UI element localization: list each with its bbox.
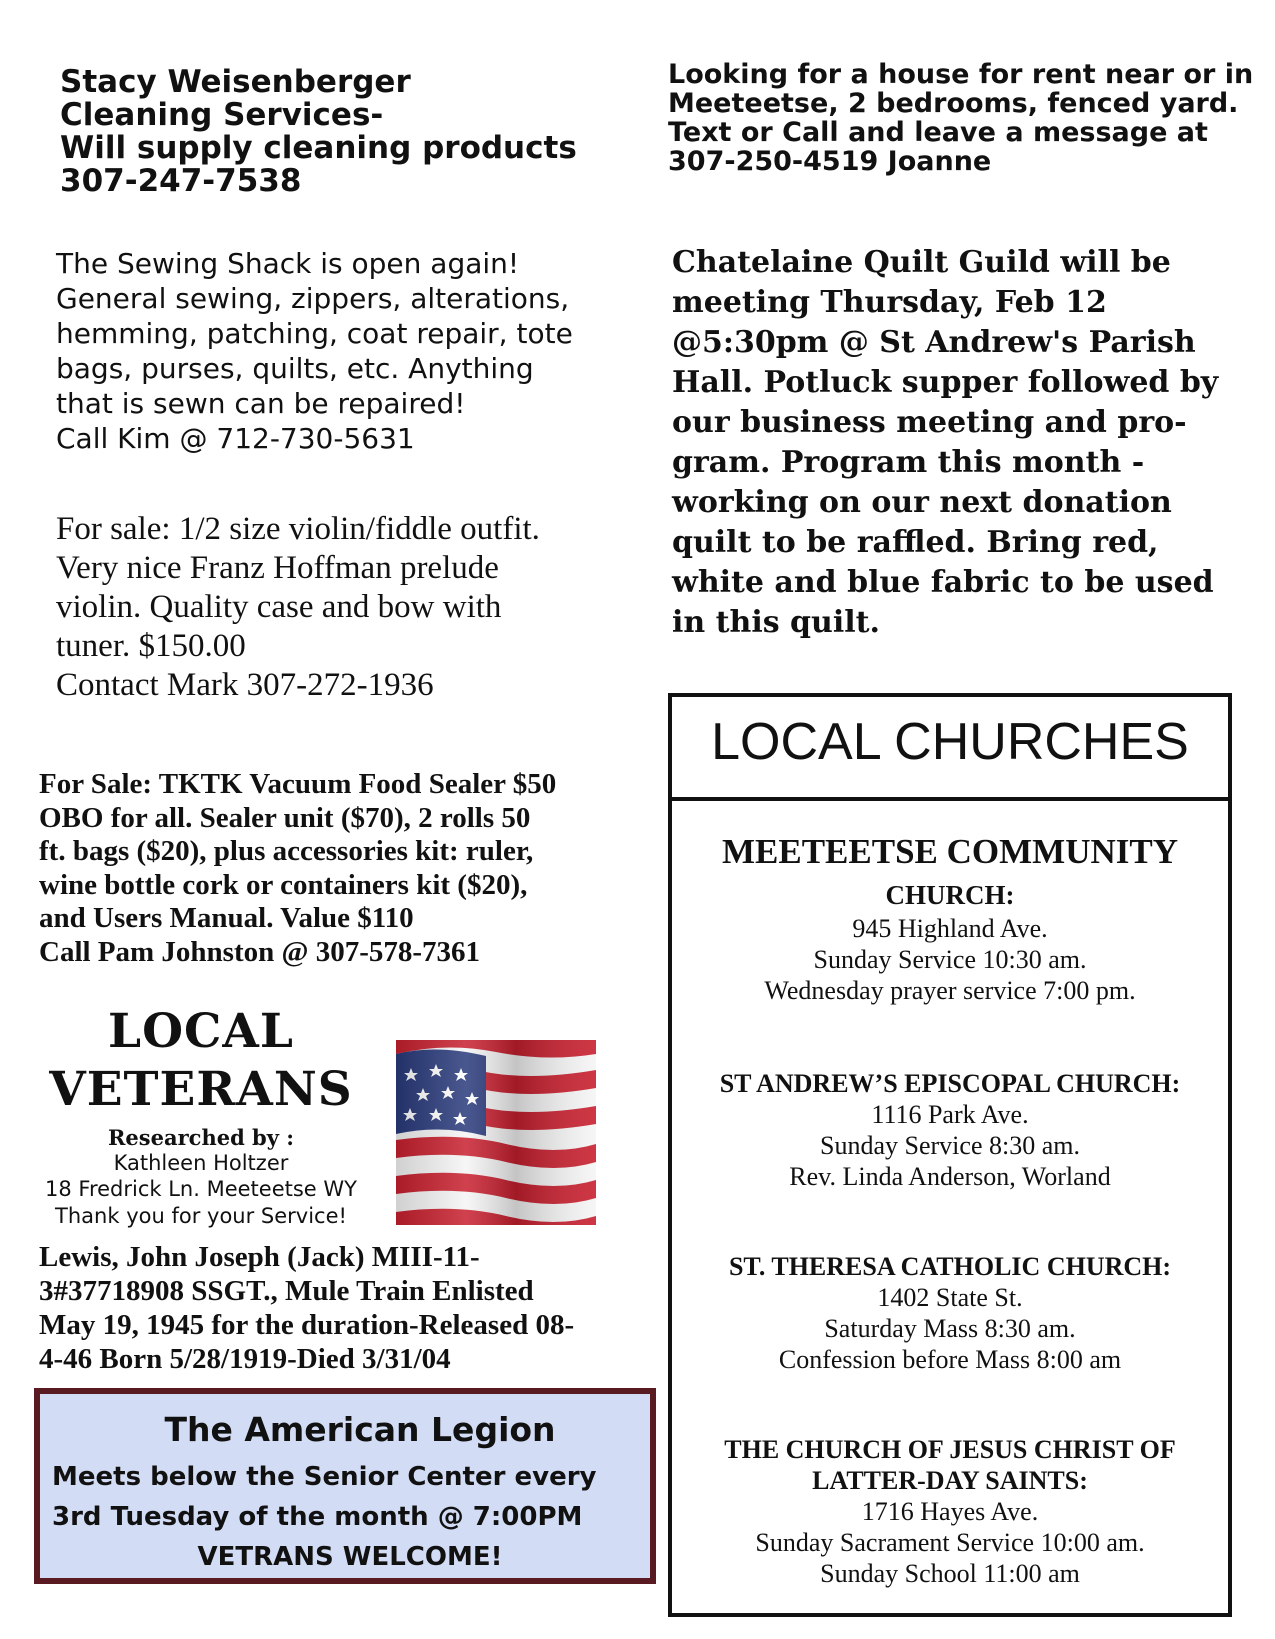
veteran-entry-line: May 19, 1945 for the duration-Released 08- (39, 1309, 575, 1341)
ad-line: that is sewn can be repaired! (56, 387, 466, 420)
ad-line: Will supply cleaning products (60, 130, 577, 166)
american-flag-icon (396, 1040, 596, 1225)
church-service-time: Sunday Service 8:30 am. (820, 1131, 1080, 1160)
researcher-info (40, 1150, 362, 1202)
ad-phone: 307-250-4519 Joanne (668, 146, 992, 177)
veterans-heading-line1: LOCAL (108, 1004, 294, 1059)
church-service-time: Sunday Service 10:30 am. (813, 945, 1087, 974)
american-legion-box (34, 1388, 656, 1584)
ad-phone: Call Kim @ 712-730-5631 (56, 422, 415, 455)
cleaning-services-ad (60, 66, 577, 198)
violin-for-sale-ad (56, 510, 540, 705)
notice-line: gram. Program this month - (672, 445, 1145, 480)
ad-line: For sale: 1/2 size violin/fiddle outfit. (56, 511, 540, 547)
ad-line: hemming, patching, coat repair, tote (56, 317, 573, 350)
ad-line: Text or Call and leave a message at (668, 117, 1208, 148)
church-service-time: Confession before Mass 8:00 am (778, 1345, 1122, 1374)
house-wanted-ad (668, 60, 1253, 176)
veterans-heading-line2: VETERANS (49, 1062, 353, 1117)
church-name: MEETEETSE COMMUNITY (721, 832, 1179, 871)
church-service-time: Saturday Mass 8:30 am. (824, 1314, 1076, 1343)
church-catholic (672, 1251, 1228, 1375)
ad-line: Stacy Weisenberger (60, 64, 411, 100)
ad-line: For Sale: TKTK Vacuum Food Sealer $50 (39, 768, 557, 800)
church-lds (672, 1434, 1228, 1589)
church-name: CHURCH: (885, 880, 1015, 910)
legion-title: The American Legion (164, 1410, 556, 1449)
notice-line: @5:30pm @ St Andrew's Parish (672, 325, 1196, 360)
notice-line: quilt to be raffled. Bring red, (672, 525, 1159, 560)
veterans-heading (40, 1003, 362, 1119)
church-service-time: Sunday Sacrament Service 10:00 am. (755, 1528, 1145, 1557)
researcher-address: 18 Fredrick Ln. Meeteetse WY (45, 1177, 357, 1201)
churches-divider (668, 797, 1232, 801)
church-address: 1402 State St. (877, 1283, 1023, 1312)
ad-line: bags, purses, quilts, etc. Anything (56, 352, 534, 385)
ad-line: General sewing, zippers, alterations, (56, 282, 570, 315)
sewing-shack-ad (56, 246, 573, 456)
ad-line: violin. Quality case and bow with (56, 589, 502, 625)
notice-line: working on our next donation (672, 485, 1172, 520)
church-address: 1116 Park Ave. (871, 1100, 1029, 1129)
veteran-entry-line: Lewis, John Joseph (Jack) MIII-11- (39, 1241, 480, 1273)
ad-phone: Call Pam Johnston @ 307-578-7361 (39, 935, 481, 968)
quilt-guild-notice (672, 243, 1218, 643)
ad-line: ft. bags ($20), plus accessories kit: ruler, (39, 835, 534, 867)
veteran-entry (39, 1240, 574, 1376)
veteran-entry-line: 4-46 Born 5/28/1919-Died 3/31/04 (39, 1343, 451, 1375)
church-service-time: Sunday School 11:00 am (820, 1559, 1080, 1588)
ad-line: tuner. $150.00 (56, 628, 246, 664)
church-name: THE CHURCH OF JESUS CHRIST OF (724, 1435, 1176, 1464)
ad-line: Very nice Franz Hoffman prelude (56, 550, 499, 586)
researcher-name: Kathleen Holtzer (113, 1151, 289, 1175)
church-community (672, 826, 1228, 1006)
notice-line: in this quilt. (672, 605, 880, 640)
ad-phone: 307-247-7538 (60, 163, 302, 199)
legion-welcome: VETRANS WELCOME! (197, 1542, 503, 1572)
ad-line: Meeteetse, 2 bedrooms, fenced yard. (668, 88, 1239, 119)
veteran-entry-line: 3#37718908 SSGT., Mule Train Enlisted (39, 1275, 534, 1307)
church-service-time: Wednesday prayer service 7:00 pm. (764, 976, 1136, 1005)
church-name: ST. THERESA CATHOLIC CHURCH: (728, 1252, 1172, 1281)
food-sealer-for-sale-ad (39, 768, 556, 969)
notice-line: our business meeting and pro- (672, 405, 1187, 440)
ad-phone: Contact Mark 307-272-1936 (56, 667, 434, 703)
church-name: ST ANDREW’S EPISCOPAL CHURCH: (719, 1069, 1181, 1098)
legion-meeting-place: Meets below the Senior Center every (52, 1462, 597, 1492)
church-pastor: Rev. Linda Anderson, Worland (789, 1162, 1111, 1191)
ad-line: Cleaning Services- (60, 97, 384, 133)
ad-line: Looking for a house for rent near or in (668, 59, 1254, 90)
notice-line: Chatelaine Quilt Guild will be (672, 245, 1171, 280)
churches-title: LOCAL CHURCHES (711, 713, 1189, 771)
ad-line: OBO for all. Sealer unit ($70), 2 rolls 50 (39, 801, 531, 834)
ad-line: and Users Manual. Value $110 (39, 902, 414, 934)
legion-meeting-time: 3rd Tuesday of the month @ 7:00PM (52, 1502, 583, 1532)
notice-line: white and blue fabric to be used (672, 565, 1214, 600)
church-address: 945 Highland Ave. (852, 914, 1048, 943)
church-address: 1716 Hayes Ave. (861, 1497, 1039, 1526)
american-flag-graphic (396, 1040, 596, 1225)
thanks-message: Thank you for your Service! (55, 1204, 347, 1228)
church-name: LATTER-DAY SAINTS: (812, 1466, 1088, 1495)
researched-by-label: Researched by : (107, 1125, 295, 1150)
notice-line: Hall. Potluck supper followed by (672, 365, 1219, 400)
ad-line: The Sewing Shack is open again! (56, 247, 520, 280)
church-episcopal (672, 1068, 1228, 1192)
ad-line: wine bottle cork or containers kit ($20), (39, 868, 528, 901)
notice-line: meeting Thursday, Feb 12 (672, 285, 1107, 320)
